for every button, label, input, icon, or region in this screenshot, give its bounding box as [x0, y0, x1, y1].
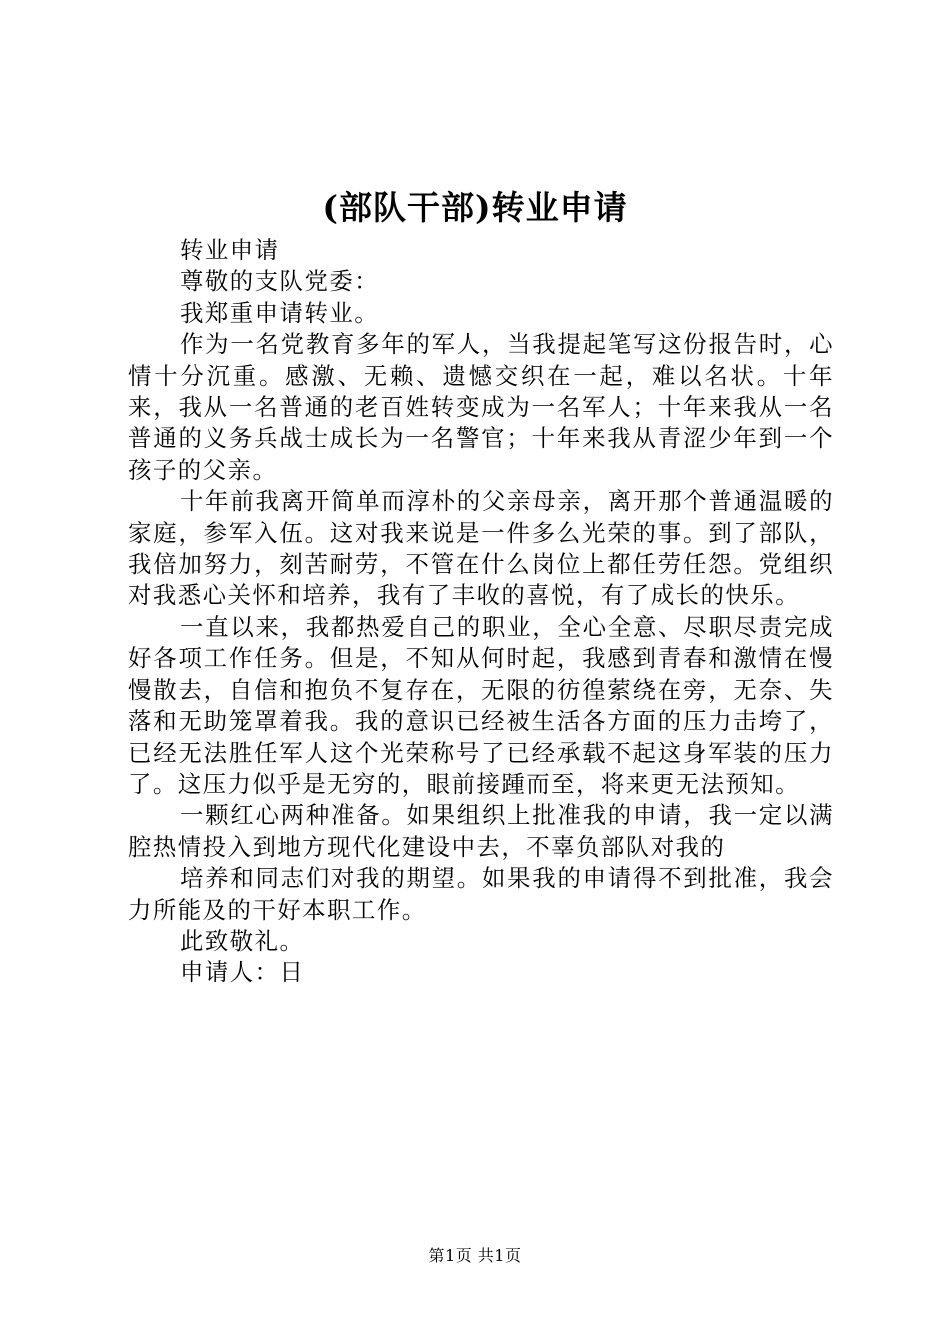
paragraph-signature: 申请人：日 [180, 958, 305, 987]
page-title: (部队干部)转业申请 [322, 188, 628, 227]
paragraph-closing: 此致敬礼。 [180, 926, 305, 955]
paragraph-body: 作为一名党教育多年的军人，当我提起笔写这份报告时，心情十分沉重。感激、无赖、遗憾交织在一起，难以名状。十年来，我从一名普通的老百姓转变成为一名军人；十年来我从一名普通的义务兵战士成长为一名警官；十年来我从青涩少年到一个孩子的父亲。 [128, 330, 834, 484]
paragraph-subject: 转业申请 [180, 236, 280, 264]
paragraph-request: 我郑重申请转业。 [180, 298, 380, 327]
page-footer: 第1页 共1页 [428, 1246, 522, 1265]
paragraph-body: 培养和同志们对我的期望。如果我的申请得不到批准，我会力所能及的干好本职工作。 [128, 864, 834, 924]
paragraph-body: 一直以来，我都热爱自己的职业，全心全意、尽职尽责完成好各项工作任务。但是，不知从何时起，我感到青春和激情在慢慢散去，自信和抱负不复存在，无限的彷徨萦绕在旁，无奈、失落和无助笼罩着我。我的意识已经被生活各方面的压力击垮了，已经无法胜任军人这个光荣称号了已经承载不起这身军装的压力了。这压力似乎是无穷的，眼前接踵而至，将来更无法预知。 [128, 612, 834, 798]
paragraph-body: 一颗红心两种准备。如果组织上批准我的申请，我一定以满腔热情投入到地方现代化建设中去，不辜负部队对我的 [128, 801, 834, 861]
document-body [128, 235, 834, 989]
paragraph-salutation: 尊敬的支队党委： [180, 267, 380, 296]
paragraph-body: 十年前我离开简单而淳朴的父亲母亲，离开那个普通温暖的家庭，参军入伍。这对我来说是一件多么光荣的事。到了部队，我倍加努力，刻苦耐劳，不管在什么岗位上都任劳任怨。党组织对我悉心关怀和培养，我有了丰收的喜悦，有了成长的快乐。 [128, 487, 834, 610]
